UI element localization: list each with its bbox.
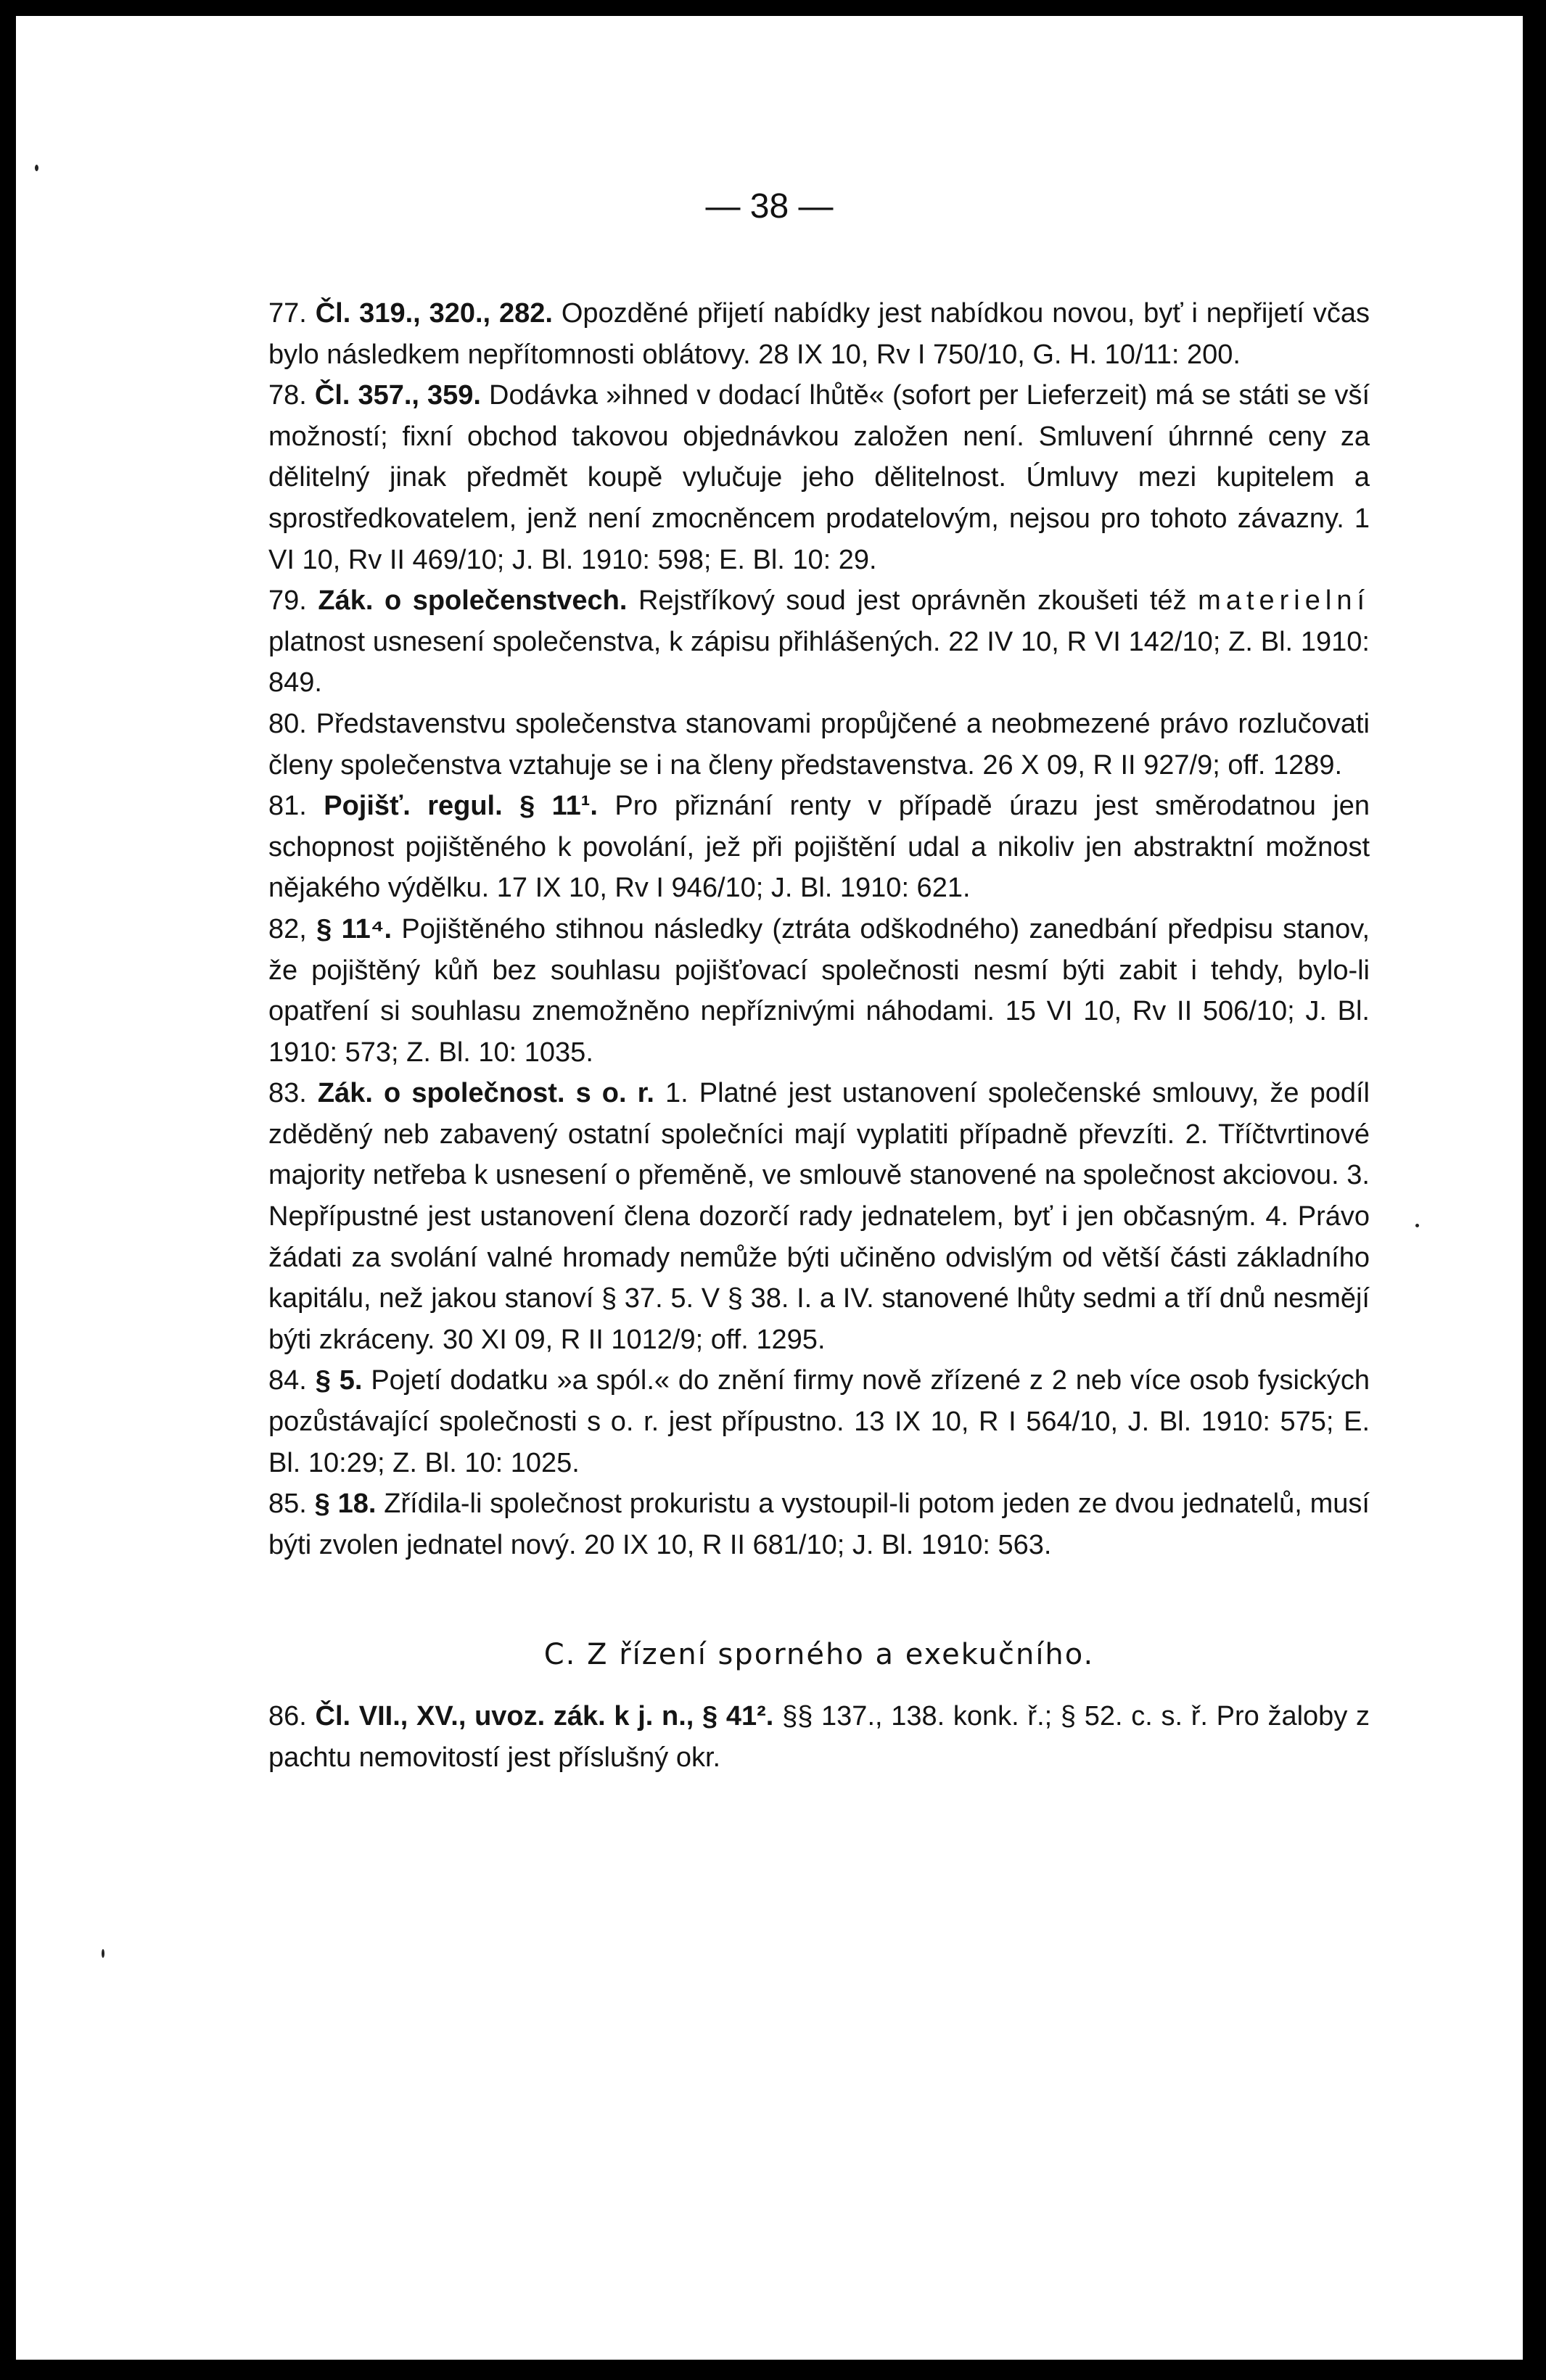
entry-text: Pojetí dodatku »a spól.« do znění firmy nově zřízené z 2 neb více osob fysických pozůstávající společnosti s o. r. jest přípustno. 13 IX 10, R I 564/10, J. Bl. 1910: 575; E. Bl. 10:29; Z. Bl. 10: 1025.: [268, 1365, 1370, 1478]
entry-number: 80.: [268, 708, 307, 739]
entry-number: 81.: [268, 791, 307, 822]
spaced-word: materielní: [1198, 585, 1370, 617]
entry-heading: Čl. VII., XV., uvoz. zák. k j. n., § 41².: [315, 1701, 774, 1732]
entry-text: §§ 137., 138. konk. ř.; § 52. c. s. ř. Pro žaloby z pachtu nemovitostí jest příslušný okr.: [268, 1701, 1370, 1773]
entry-text: Opozděné přijetí nabídky jest nabídkou novou, byť i nepřijetí včas bylo následkem nepřítomnosti oblátovy. 28 IX 10, Rv I 750/10, G. H. 10/11: 200.: [268, 298, 1370, 370]
entry-text: Představenstvu společenstva stanovami propůjčené a neobmezené právo rozlučovati členy společenstva vztahuje se i na členy představenstva. 26 X 09, R II 927/9; off. 1289.: [268, 708, 1370, 781]
entry-number: 79.: [268, 585, 307, 617]
entry-heading: Zák. o společnost. s o. r.: [317, 1078, 654, 1109]
scan-speck: [1415, 1224, 1419, 1227]
entry-text: Pojištěného stihnou následky (ztráta odškodného) zanedbání předpisu stanov, že pojištěný kůň bez souhlasu pojišťovací společnosti nesmí býti zabit i tehdy, bylo-li opatření si souhlasu znemožněno nepříznivými náhodami. 15 VI 10, Rv II 506/10; J. Bl. 1910: 573; Z. Bl. 10: 1035.: [268, 913, 1370, 1068]
entry-84: [268, 1360, 1370, 1483]
entry-81: [268, 786, 1370, 909]
entry-82: [268, 909, 1370, 1073]
entry-number: 82,: [268, 913, 307, 944]
page-number: — 38 —: [705, 187, 834, 226]
entry-heading: Čl. 319., 320., 282.: [315, 298, 553, 329]
scan-speck: [102, 1949, 104, 1958]
entry-number: 85.: [268, 1488, 307, 1520]
entry-80: [268, 704, 1370, 786]
entry-number: 84.: [268, 1365, 307, 1396]
entry-text: 1. Platné jest ustanovení společenské smlouvy, že podíl zděděný neb zabavený ostatní společníci mají vyplatiti případně převzíti. 2. Tříčtvrtinové majority netřeba k usnesení o přeměně, ve smlouvě stanovené na společnost akciovou. 3. Nepřípustné jest ustanovení člena dozorčí rady jednatelem, byť i jen občasným. 4. Právo žádati za svolání valné hromady nemůže býti učiněno odvislým od větší části základního kapitálu, než jakou stanoví § 37. 5. V § 38. I. a IV. stanovené lhůty sedmi a tří dnů nesmějí býti zkráceny. 30 XI 09, R II 1012/9; off. 1295.: [268, 1078, 1370, 1355]
entry-heading: Čl. 357., 359.: [314, 380, 481, 411]
entry-heading: Zák. o společenstvech.: [318, 585, 628, 617]
entry-number: 83.: [268, 1078, 307, 1109]
entry-number: 86.: [268, 1701, 307, 1732]
entry-text: Dodávka »ihned v dodací lhůtě« (sofort per Lieferzeit) má se státi se vší možností; fixní obchod takovou objednávkou založen není. Smluvení úhrnné ceny za dělitelný jinak předmět koupě vylučuje jeho dělitelnost. Úmluvy mezi kupitelem a sprostředkovatelem, jenž není zmocněncem prodatelovým, nejsou pro tohoto závazny. 1 VI 10, Rv II 469/10; J. Bl. 1910: 598; E. Bl. 10: 29.: [268, 380, 1370, 575]
section-heading: C. Z řízení sporného a exekučního.: [543, 1638, 1095, 1672]
entry-number: 78.: [268, 380, 307, 411]
entry-text: Zřídila-li společnost prokuristu a vystoupil-li potom jeden ze dvou jednatelů, musí býti zvolen jednatel nový. 20 IX 10, R II 681/10; J. Bl. 1910: 563.: [268, 1488, 1370, 1560]
entry-text-before: Rejstříkový soud jest oprávněn zkoušeti též: [638, 585, 1187, 617]
scan-speck: [35, 165, 38, 171]
entry-heading: § 18.: [314, 1488, 377, 1520]
entry-85: [268, 1483, 1370, 1565]
entry-heading: Pojišť. regul. § 11¹.: [324, 791, 598, 822]
entry-number: 77.: [268, 298, 307, 329]
entry-heading: § 11⁴.: [316, 913, 392, 944]
entry-text: Pro přiznání renty v případě úrazu jest směrodatnou jen schopnost pojištěného k povolání, jež při pojištění udal a nikoliv jen abstraktní možnost nějakého výdělku. 17 IX 10, Rv I 946/10; J. Bl. 1910: 621.: [268, 791, 1370, 904]
book-page: [16, 16, 1523, 2360]
entry-heading: § 5.: [315, 1365, 363, 1396]
entry-77: [268, 293, 1370, 375]
entry-text: platnost usnesení společenstva, k zápisu přihlášených. 22 IV 10, R VI 142/10; Z. Bl. 1910: 849.: [268, 626, 1370, 699]
entry-83: [268, 1073, 1370, 1360]
page-body: [268, 293, 1370, 1778]
entry-79: [268, 580, 1370, 704]
entry-86: [268, 1696, 1370, 1778]
entry-78: [268, 375, 1370, 580]
